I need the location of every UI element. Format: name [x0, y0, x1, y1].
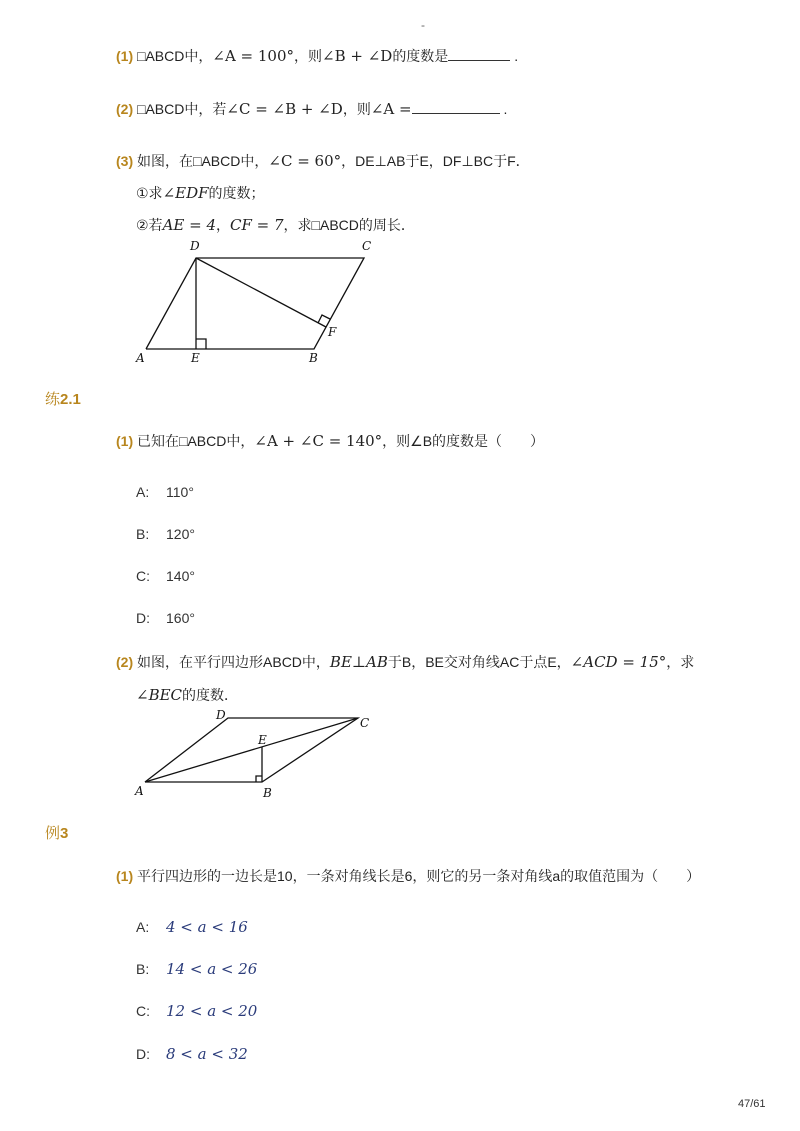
question-number: (3)	[116, 153, 134, 169]
option-b[interactable]	[136, 526, 195, 542]
option-c[interactable]	[136, 568, 195, 584]
ex1-q3	[116, 151, 530, 171]
question-text: □ABCD中，若	[137, 101, 227, 117]
option-value: 110°	[166, 484, 194, 500]
question-text: ，DE⊥AB于E，DF⊥BC于F．	[341, 153, 530, 169]
section-prefix: 练	[45, 391, 61, 408]
section-number: 2.1	[60, 391, 81, 408]
sub-question-text: ，	[216, 217, 230, 233]
option-a[interactable]	[136, 918, 248, 936]
ex1-q3-sub2	[136, 215, 415, 235]
option-label: D:	[136, 1046, 150, 1062]
label-b: B	[309, 351, 318, 365]
option-a[interactable]	[136, 484, 194, 500]
math-expression: ∠A + ∠C = 140°	[254, 432, 383, 450]
section-heading-example	[45, 822, 68, 843]
math-expression: ∠C = 60°	[268, 152, 342, 170]
option-value: 120°	[166, 526, 195, 542]
diagonal-ac	[145, 718, 358, 782]
practice-q2	[116, 652, 694, 672]
question-text: 于B，BE交对角线AC于点E，	[387, 654, 571, 670]
option-b[interactable]	[136, 960, 257, 978]
sub-question-text: ，求□ABCD的周长．	[283, 217, 415, 233]
math-expression: ∠A = 100°	[212, 47, 295, 65]
section-number: 3	[60, 825, 69, 842]
ex1-q3-sub1	[136, 183, 265, 203]
label-e: E	[258, 733, 267, 747]
option-value: 140°	[166, 568, 195, 584]
option-value: 8 < a < 32	[166, 1045, 248, 1063]
option-label: A:	[136, 919, 150, 935]
label-d: D	[216, 708, 226, 722]
question-number: (2)	[116, 654, 134, 670]
practice-q1	[116, 431, 544, 451]
math-expression: ∠ACD = 15°	[570, 653, 667, 671]
answer-blank[interactable]	[448, 48, 510, 61]
page-number: 47/61	[738, 1098, 766, 1110]
math-expression: ∠C = ∠B + ∠D	[226, 100, 343, 118]
question-text: 平行四边形的一边长是10，一条对角线长是6，则它的另一条对角线a的取值范围为（ ）	[137, 868, 701, 884]
option-label: C:	[136, 568, 150, 584]
label-c: C	[360, 716, 370, 730]
question-text: ，则	[342, 101, 371, 117]
section-prefix: 例	[45, 825, 61, 842]
question-text: 的度数是	[392, 48, 449, 64]
option-value: 160°	[166, 610, 195, 626]
question-text: 如图，在□ABCD中，	[137, 153, 269, 169]
math-expression: ∠BEC	[136, 686, 183, 704]
question-text: ，则	[294, 48, 323, 64]
ex1-q1	[116, 46, 518, 66]
math-expression: ∠A =	[370, 100, 412, 118]
option-value: 12 < a < 20	[166, 1002, 258, 1020]
option-c[interactable]	[136, 1002, 257, 1020]
math-expression: BE⊥AB	[329, 653, 388, 671]
label-a: A	[135, 784, 144, 798]
label-d: D	[190, 239, 200, 253]
period: .	[503, 101, 508, 117]
question-text: ，求	[666, 654, 695, 670]
sub-question-text: ①求	[136, 185, 163, 201]
math-expression: ∠B + ∠D	[322, 47, 393, 65]
question-text: 已知在□ABCD中，	[137, 433, 255, 449]
sub-question-text: 的度数；	[208, 185, 265, 201]
label-b: B	[263, 786, 272, 800]
question-text: 的度数．	[182, 687, 239, 703]
period: .	[514, 48, 519, 64]
option-label: B:	[136, 961, 150, 977]
label-f: F	[328, 325, 337, 339]
answer-blank[interactable]	[412, 101, 500, 114]
option-value: 14 < a < 26	[166, 960, 258, 978]
section-heading-practice	[45, 388, 81, 409]
math-expression: ∠EDF	[162, 184, 209, 202]
option-label: C:	[136, 1003, 150, 1019]
right-angle-mark-f	[318, 315, 330, 323]
parallelogram-figure-1	[130, 236, 380, 370]
question-text: ，则∠B的度数是（ ）	[382, 433, 545, 449]
option-label: D:	[136, 610, 150, 626]
math-expression: CF = 7	[230, 216, 284, 234]
question-text: □ABCD中，	[137, 48, 213, 64]
ex1-q2	[116, 99, 507, 119]
label-e: E	[191, 351, 200, 365]
option-d[interactable]	[136, 1045, 248, 1063]
option-label: B:	[136, 526, 150, 542]
ex3-q1	[116, 866, 700, 886]
question-number: (2)	[116, 101, 134, 117]
top-mark: -	[421, 18, 425, 32]
option-d[interactable]	[136, 610, 195, 626]
practice-q2-line2	[136, 685, 238, 705]
question-number: (1)	[116, 868, 134, 884]
question-number: (1)	[116, 48, 134, 64]
math-expression: AE = 4	[162, 216, 216, 234]
question-text: 如图，在平行四边形ABCD中，	[137, 654, 330, 670]
question-number: (1)	[116, 433, 134, 449]
parallelogram-figure-2	[128, 706, 378, 802]
segment-df	[196, 258, 326, 327]
label-a: A	[136, 351, 145, 365]
right-angle-mark-b	[256, 776, 262, 782]
sub-question-text: ②若	[136, 217, 163, 233]
option-value: 4 < a < 16	[166, 918, 248, 936]
label-c: C	[362, 239, 372, 253]
right-angle-mark-e	[196, 339, 206, 349]
option-label: A:	[136, 484, 150, 500]
